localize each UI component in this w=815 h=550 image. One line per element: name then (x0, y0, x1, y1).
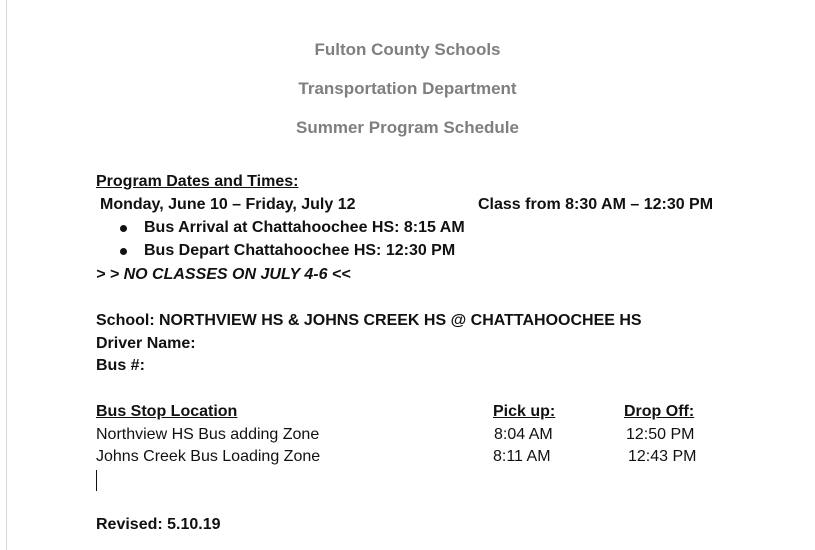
bus-number-label: Bus #: (96, 357, 145, 374)
stop-pickup: 8:11 AM (493, 448, 551, 465)
stop-location: Northview HS Bus adding Zone (96, 426, 320, 443)
stop-dropoff: 12:50 PM (626, 426, 695, 443)
stop-pickup: 8:04 AM (494, 426, 553, 443)
bullet-item-arrival: Bus Arrival at Chattahoochee HS: 8:15 AM (144, 219, 465, 236)
stop-location: Johns Creek Bus Loading Zone (96, 448, 321, 465)
no-classes-notice: > > NO CLASSES ON JULY 4-6 << (96, 266, 351, 283)
stops-header-location: Bus Stop Location (96, 403, 238, 420)
text-cursor[interactable] (96, 470, 97, 491)
stops-header-pickup: Pick up: (493, 403, 556, 420)
header-line-2: Transportation Department (298, 79, 517, 98)
bullet-item-depart: Bus Depart Chattahoochee HS: 12:30 PM (144, 242, 456, 259)
header-line-3: Summer Program Schedule (296, 118, 519, 137)
stop-dropoff: 12:43 PM (628, 448, 697, 465)
bullet-icon (120, 225, 127, 232)
program-dates: Monday, June 10 – Friday, July 12 (100, 196, 356, 213)
header-line-1: Fulton County Schools (314, 40, 501, 59)
revised-date: Revised: 5.10.19 (96, 516, 221, 533)
stops-header-dropoff: Drop Off: (624, 403, 695, 420)
school-value: NORTHVIEW HS & JOHNS CREEK HS @ CHATTAHOOCHEE HS (159, 312, 642, 329)
program-class-time: Class from 8:30 AM – 12:30 PM (478, 196, 714, 213)
driver-name-label: Driver Name: (96, 335, 196, 352)
bullet-icon (120, 248, 127, 255)
school-label: School: (96, 312, 155, 329)
program-heading: Program Dates and Times: (96, 173, 299, 190)
